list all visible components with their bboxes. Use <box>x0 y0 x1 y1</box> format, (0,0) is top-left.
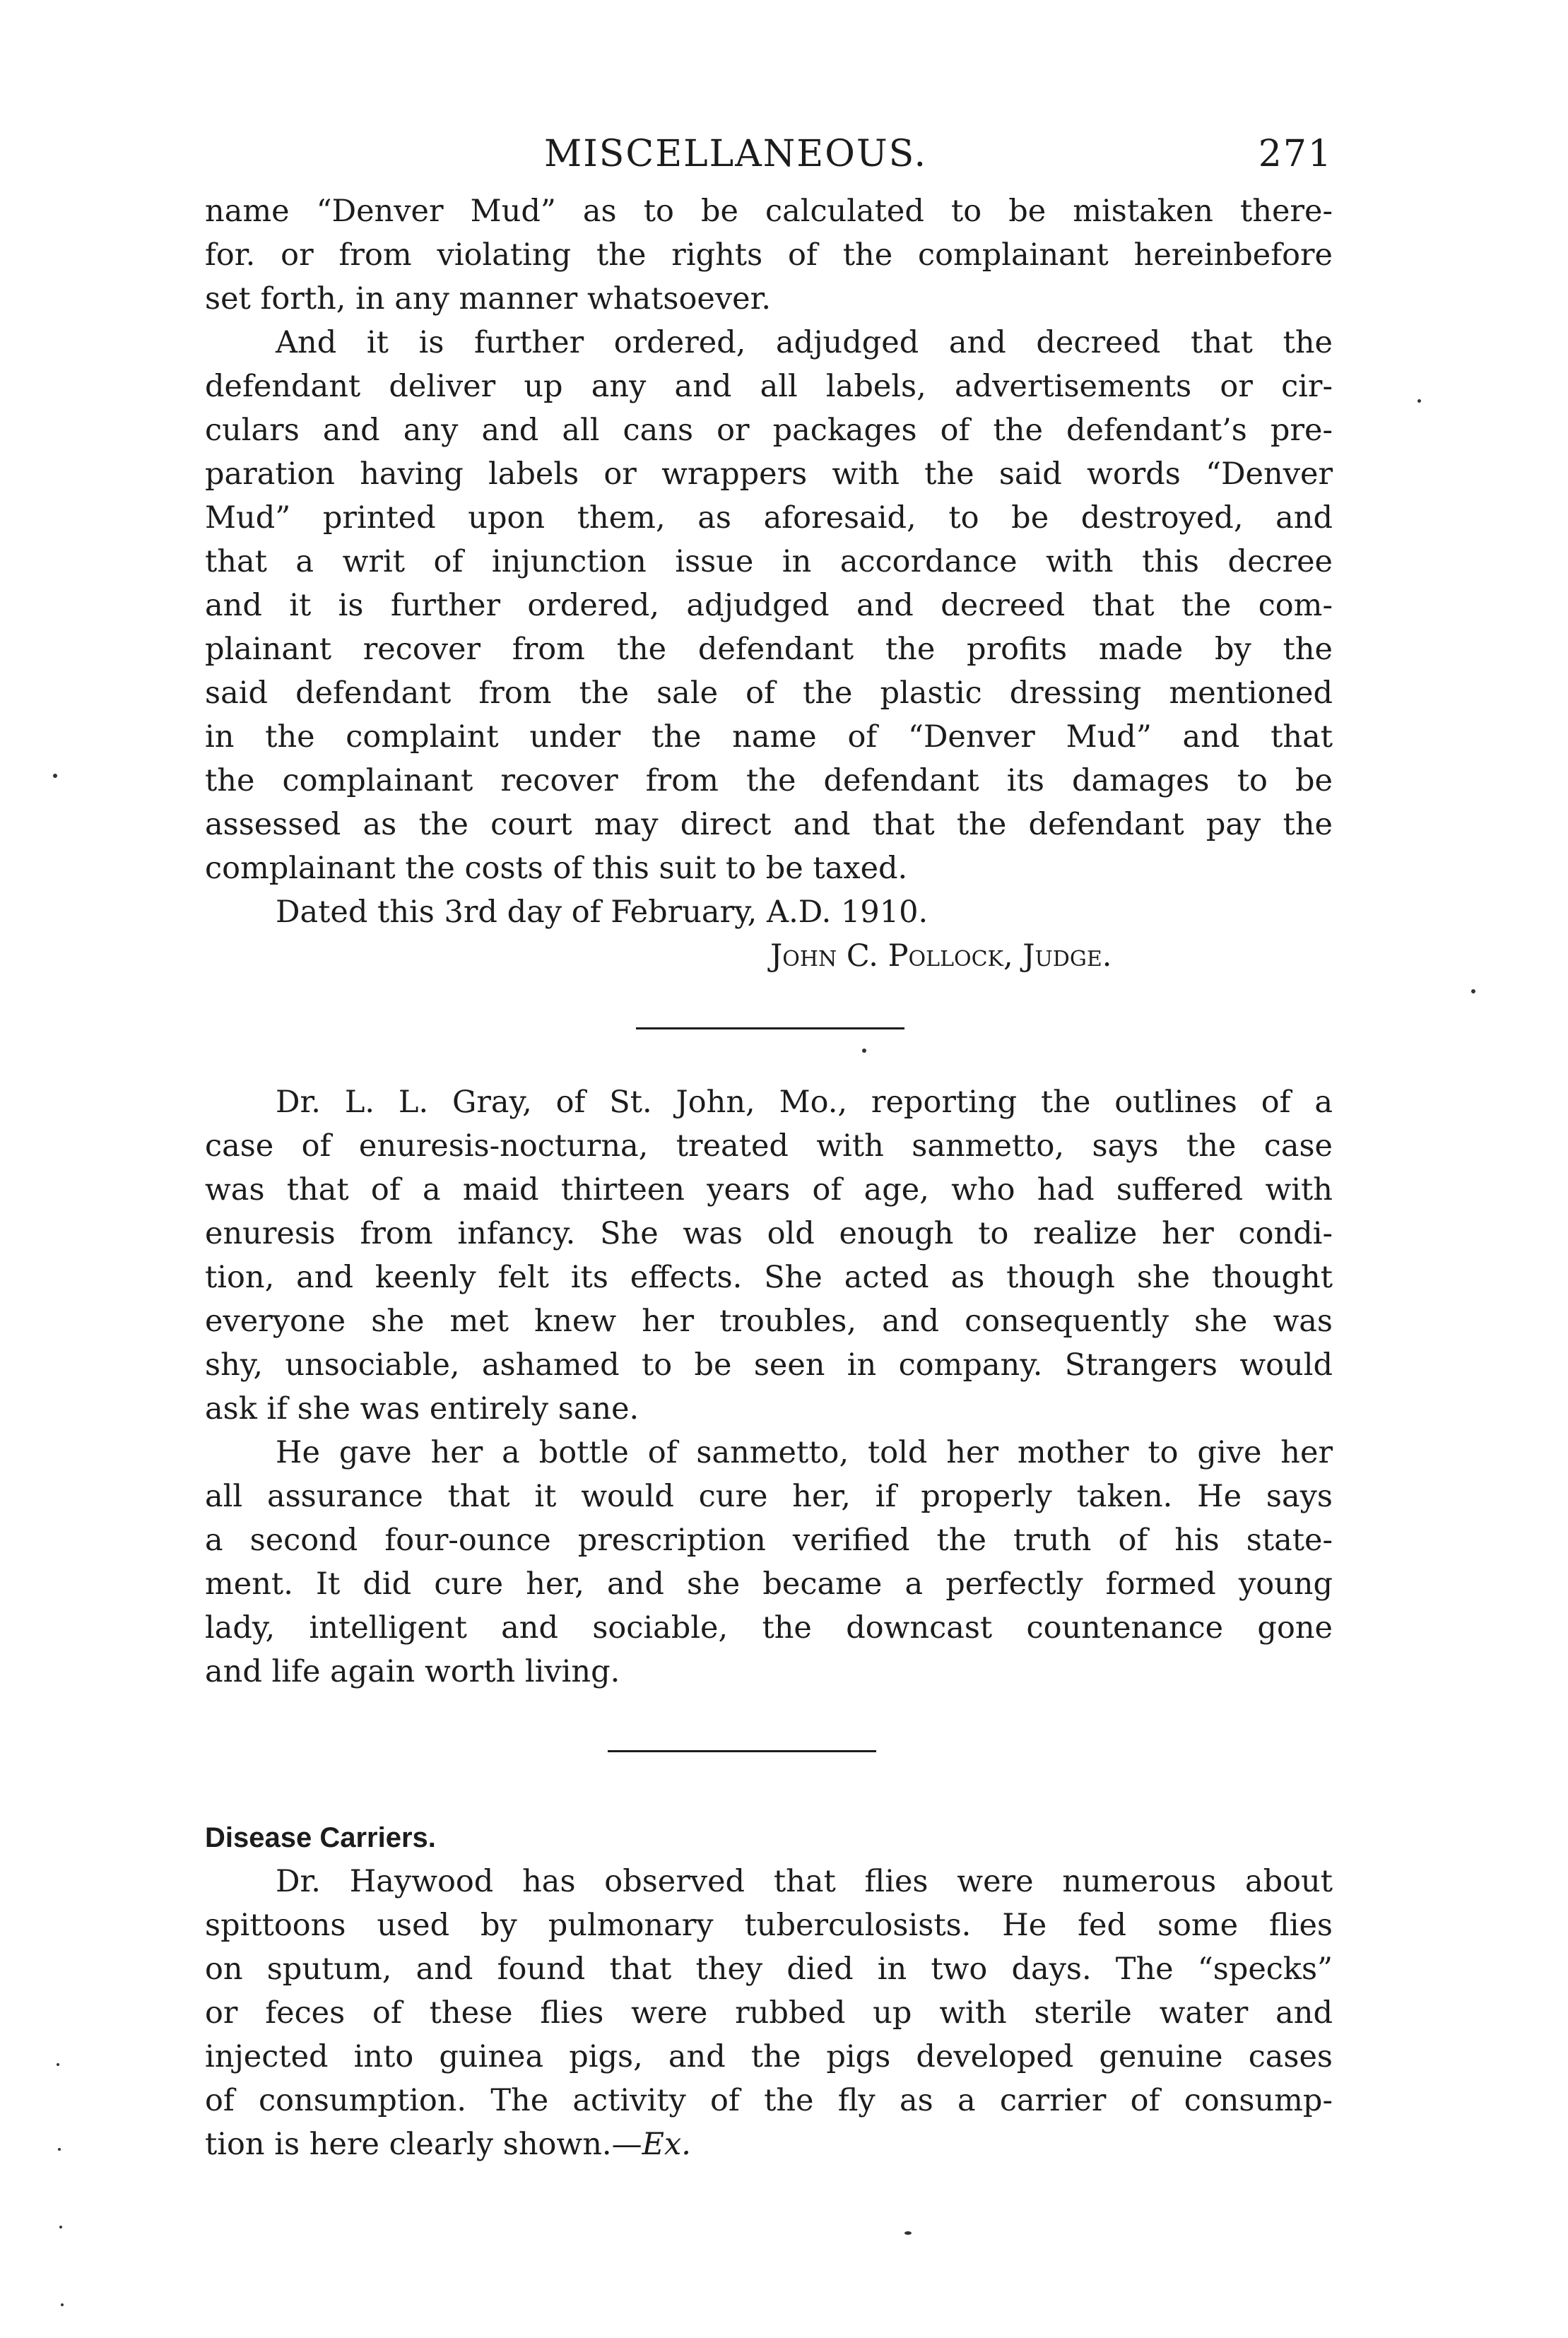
text-line: or feces of these flies were rubbed up with sterile water and <box>205 1995 1333 2031</box>
text-line: Dr. Haywood has observed that flies were numerous about <box>276 1864 1333 1899</box>
scan-speck <box>1471 989 1475 993</box>
disease-carriers-article <box>205 1860 1333 2166</box>
text-line: in the complaint under the name of “Denver Mud” and that <box>205 719 1333 755</box>
text-line: plainant recover from the defendant the profits made by the <box>205 632 1333 667</box>
text-line: name “Denver Mud” as to be calculated to be mistaken there- <box>205 194 1333 229</box>
enuresis-article <box>205 1080 1333 1694</box>
text-line: case of enuresis-nocturna, treated with sanmetto, says the case <box>205 1128 1333 1164</box>
text-line: assessed as the court may direct and that the defendant pay the <box>205 807 1333 842</box>
dated-line: Dated this 3rd day of February, A.D. 1910. <box>276 895 929 930</box>
text-line: and life again worth living. <box>205 1654 620 1689</box>
text-line: of consumption. The activity of the fly as a carrier of consump- <box>205 2083 1333 2118</box>
text-line-content: tion is here clearly shown.— <box>205 2127 642 2162</box>
text-line: paration having labels or wrappers with the said words “Denver <box>205 456 1333 492</box>
text-line: the complainant recover from the defendant its damages to be <box>205 763 1333 798</box>
text-line: injected into guinea pigs, and the pigs developed genuine cases <box>205 2039 1333 2074</box>
text-line: that a writ of injunction issue in accordance with this decree <box>205 544 1333 579</box>
text-line: Dr. L. L. Gray, of St. John, Mo., reporting the outlines of a <box>276 1085 1333 1120</box>
decree-paragraph <box>205 321 1333 978</box>
scan-speck <box>61 2303 64 2306</box>
decree-continuation <box>205 189 1333 321</box>
text-line: defendant deliver up any and all labels, advertisements or cir- <box>205 369 1333 404</box>
text-line: set forth, in any manner whatsoever. <box>205 281 772 317</box>
text-line: lady, intelligent and sociable, the downcast countenance gone <box>205 1610 1333 1646</box>
text-line: and it is further ordered, adjudged and decreed that the com- <box>205 588 1333 623</box>
text-line: tion, and keenly felt its effects. She acted as though she thought <box>205 1260 1333 1295</box>
judge-signature: John C. Pollock, Judge. <box>770 938 1112 974</box>
text-line: complainant the costs of this suit to be taxed. <box>205 851 908 886</box>
text-line: said defendant from the sale of the plastic dressing mentioned <box>205 675 1333 711</box>
text-line: all assurance that it would cure her, if properly taken. He says <box>205 1479 1333 1514</box>
scan-speck <box>58 2148 61 2151</box>
scan-speck <box>59 2226 62 2228</box>
section-divider <box>608 1750 876 1752</box>
source-abbreviation: Ex. <box>642 2127 691 2162</box>
page-number: 271 <box>1258 133 1333 175</box>
text-line: enuresis from infancy. She was old enough to realize her condi- <box>205 1216 1333 1251</box>
text-line: for. or from violating the rights of the complainant hereinbefore <box>205 237 1333 273</box>
running-head <box>205 133 1333 189</box>
text-line: shy, unsociable, ashamed to be seen in company. Strangers would <box>205 1347 1333 1383</box>
book-page <box>205 133 1333 2166</box>
text-line: a second four-ounce prescription verified the truth of his state- <box>205 1523 1333 1558</box>
text-line: ment. It did cure her, and she became a perfectly formed young <box>205 1566 1333 1602</box>
text-line: He gave her a bottle of sanmetto, told her mother to give her <box>276 1435 1333 1470</box>
scan-speck <box>1417 399 1421 403</box>
text-line: on sputum, and found that they died in two days. The “specks” <box>205 1952 1333 1987</box>
text-line: everyone she met knew her troubles, and consequently she was <box>205 1304 1333 1339</box>
text-line <box>205 2122 1333 2166</box>
text-line: Mud” printed upon them, as aforesaid, to be destroyed, and <box>205 500 1333 536</box>
text-line: And it is further ordered, adjudged and decreed that the <box>276 325 1333 360</box>
text-line: culars and any and all cans or packages of the defendant’s pre- <box>205 413 1333 448</box>
scan-speck <box>57 2063 59 2066</box>
text-line: spittoons used by pulmonary tuberculosists. He fed some flies <box>205 1908 1333 1943</box>
scan-speck <box>904 2231 912 2235</box>
text-line: ask if she was entirely sane. <box>205 1391 639 1427</box>
section-heading: Disease Carriers. <box>205 1822 436 1853</box>
section-divider <box>636 1027 904 1029</box>
text-line: was that of a maid thirteen years of age, who had suffered with <box>205 1172 1333 1208</box>
scan-speck <box>862 1049 866 1053</box>
scan-speck <box>53 774 57 778</box>
running-title: MISCELLANEOUS. <box>544 133 927 175</box>
